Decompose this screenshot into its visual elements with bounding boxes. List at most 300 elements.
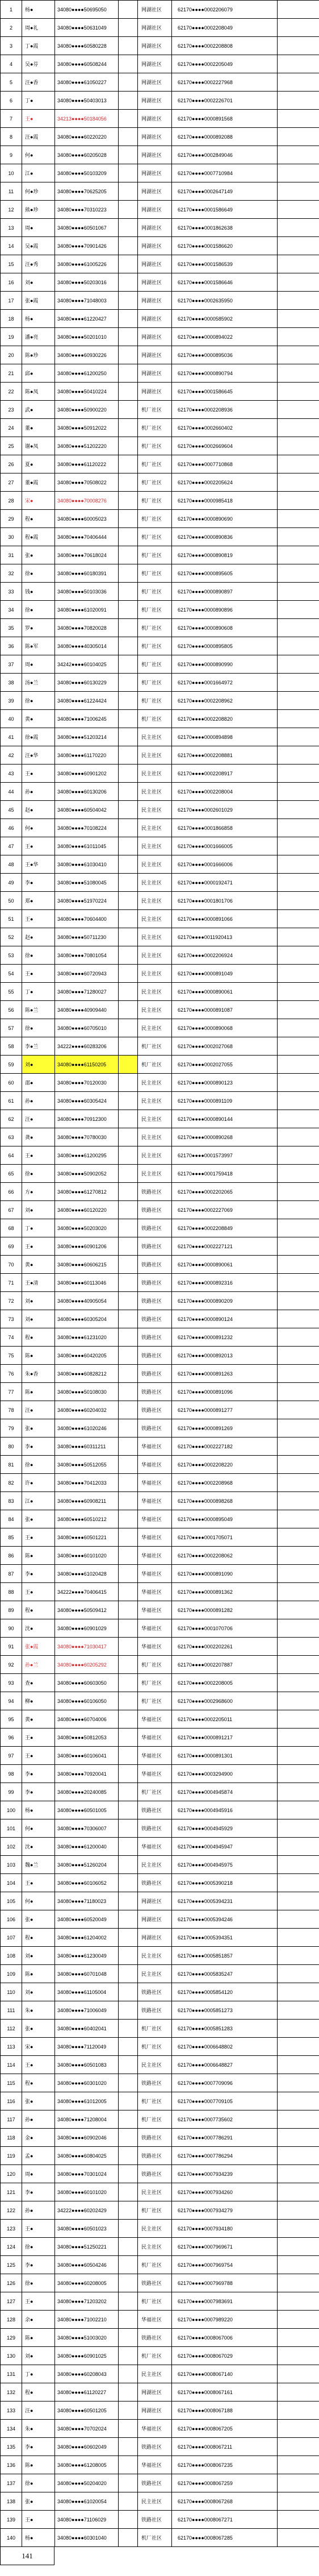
- blank-cell[interactable]: [278, 855, 319, 874]
- blank-cell[interactable]: [119, 1474, 138, 1492]
- blank-cell[interactable]: [278, 692, 319, 710]
- id-number-cell[interactable]: 34080●●●●60501221: [55, 1528, 119, 1547]
- blank-cell[interactable]: [119, 2347, 138, 2365]
- name-cell[interactable]: 丁●: [22, 1219, 55, 1237]
- blank-cell[interactable]: [278, 710, 319, 728]
- blank-cell[interactable]: [119, 1729, 138, 1747]
- row-number-cell[interactable]: 84: [1, 1510, 22, 1528]
- blank-cell[interactable]: [119, 273, 138, 292]
- blank-cell[interactable]: [278, 1965, 319, 1983]
- blank-cell[interactable]: [278, 1456, 319, 1474]
- id-number-cell[interactable]: 34080●●●●60701048: [55, 1965, 119, 1983]
- row-number-cell[interactable]: 22: [1, 383, 22, 401]
- community-cell[interactable]: 网湖社区: [138, 346, 172, 364]
- blank-cell[interactable]: [119, 510, 138, 528]
- name-cell[interactable]: 孙●: [22, 2110, 55, 2129]
- blank-cell[interactable]: [278, 73, 319, 92]
- community-cell[interactable]: 华福社区: [138, 1710, 172, 1729]
- id-number-cell[interactable]: 34080●●●●61270812: [55, 1183, 119, 1201]
- bank-card-cell[interactable]: 62170●●●●0002208049: [172, 19, 278, 37]
- bank-card-cell[interactable]: 62170●●●●0008067161: [172, 2383, 278, 2402]
- blank-cell[interactable]: [278, 2165, 319, 2183]
- blank-cell[interactable]: [278, 2383, 319, 2402]
- bank-card-cell[interactable]: 62170●●●●0005394351: [172, 1929, 278, 1947]
- blank-cell[interactable]: [119, 1256, 138, 1274]
- row-number-cell[interactable]: 8: [1, 128, 22, 146]
- blank-cell[interactable]: [119, 310, 138, 328]
- name-cell[interactable]: 朱●: [22, 2001, 55, 2020]
- community-cell[interactable]: 网湖社区: [138, 19, 172, 37]
- name-cell[interactable]: 汪●: [22, 1401, 55, 1419]
- row-number-cell[interactable]: 129: [1, 2329, 22, 2347]
- blank-cell[interactable]: [278, 583, 319, 601]
- row-number-cell[interactable]: 78: [1, 1401, 22, 1419]
- community-cell[interactable]: 民主社区: [138, 928, 172, 946]
- community-cell[interactable]: 民主社区: [138, 1856, 172, 1874]
- name-cell[interactable]: 刘●: [22, 2347, 55, 2365]
- community-cell[interactable]: 铁路社区: [138, 2165, 172, 2183]
- blank-cell[interactable]: [278, 455, 319, 473]
- id-number-cell[interactable]: 34080●●●●60402041: [55, 2020, 119, 2038]
- name-cell[interactable]: 程●: [22, 2383, 55, 2402]
- bank-card-cell[interactable]: 62170●●●●0000891282: [172, 1601, 278, 1619]
- bank-card-cell[interactable]: 62170●●●●0005851273: [172, 2001, 278, 2020]
- blank-cell[interactable]: [278, 1547, 319, 1565]
- community-cell[interactable]: 网湖社区: [138, 164, 172, 182]
- id-number-cell[interactable]: 34080●●●●71002210: [55, 2311, 119, 2329]
- community-cell[interactable]: 铁路社区: [138, 1383, 172, 1401]
- id-number-cell[interactable]: 34080●●●●50631049: [55, 19, 119, 37]
- blank-cell[interactable]: [119, 2529, 138, 2547]
- bank-card-cell[interactable]: 62170●●●●0005851857: [172, 1947, 278, 1965]
- row-number-cell[interactable]: 119: [1, 2147, 22, 2165]
- community-cell[interactable]: 机厂社区: [138, 437, 172, 455]
- row-number-cell[interactable]: 65: [1, 1165, 22, 1183]
- community-cell[interactable]: 铁路社区: [138, 1219, 172, 1237]
- row-number-cell[interactable]: 27: [1, 473, 22, 492]
- name-cell[interactable]: 陈●: [22, 1347, 55, 1365]
- blank-cell[interactable]: [278, 674, 319, 692]
- name-cell[interactable]: 陈●: [22, 2329, 55, 2347]
- name-cell[interactable]: 李●兰: [22, 1037, 55, 1056]
- blank-cell[interactable]: [278, 1383, 319, 1401]
- name-cell[interactable]: 孙●兰: [22, 1656, 55, 1674]
- id-number-cell[interactable]: 34080●●●●61020246: [55, 1419, 119, 1437]
- blank-cell[interactable]: [278, 2220, 319, 2238]
- name-cell[interactable]: 汪●香: [22, 73, 55, 92]
- bank-card-cell[interactable]: 62170●●●●0007786294: [172, 2147, 278, 2165]
- name-cell[interactable]: 张●: [22, 1510, 55, 1528]
- bank-card-cell[interactable]: 62170●●●●0001866858: [172, 819, 278, 837]
- id-number-cell[interactable]: 34080●●●●60504246: [55, 2256, 119, 2274]
- id-number-cell[interactable]: 34080●●●●60205292: [55, 1656, 119, 1674]
- id-number-cell[interactable]: 34080●●●●71280027: [55, 983, 119, 1001]
- id-number-cell[interactable]: 34080●●●●61208005: [55, 2456, 119, 2474]
- community-cell[interactable]: 民主社区: [138, 1001, 172, 1019]
- name-cell[interactable]: 罗●: [22, 619, 55, 637]
- bank-card-cell[interactable]: 62170●●●●0002027068: [172, 1037, 278, 1056]
- blank-cell[interactable]: [278, 655, 319, 674]
- community-cell[interactable]: 铁路社区: [138, 2474, 172, 2492]
- id-number-cell[interactable]: 34080●●●●60005023: [55, 510, 119, 528]
- community-cell[interactable]: 铁路社区: [138, 1983, 172, 2001]
- id-number-cell[interactable]: 34080●●●●70901426: [55, 237, 119, 255]
- bank-card-cell[interactable]: 62170●●●●0002208936: [172, 401, 278, 419]
- id-number-cell[interactable]: 34080●●●●60520049: [55, 1910, 119, 1929]
- bank-card-cell[interactable]: 62170●●●●0002208968: [172, 1474, 278, 1492]
- blank-cell[interactable]: [119, 1565, 138, 1583]
- name-cell[interactable]: 程●: [22, 1929, 55, 1947]
- blank-cell[interactable]: [278, 1401, 319, 1419]
- name-cell[interactable]: 杨●: [22, 1, 55, 19]
- blank-cell[interactable]: [278, 1146, 319, 1165]
- id-number-cell[interactable]: 34080●●●●51250221: [55, 2238, 119, 2256]
- blank-cell[interactable]: [119, 2474, 138, 2492]
- id-number-cell[interactable]: 34080●●●●60901206: [55, 1237, 119, 1256]
- row-number-cell[interactable]: 106: [1, 1910, 22, 1929]
- id-number-cell[interactable]: 34080●●●●60501067: [55, 219, 119, 237]
- blank-cell[interactable]: [119, 364, 138, 383]
- blank-cell[interactable]: [119, 1965, 138, 1983]
- blank-cell[interactable]: [119, 674, 138, 692]
- name-cell[interactable]: 王●: [22, 910, 55, 928]
- name-cell[interactable]: 王●: [22, 965, 55, 983]
- row-number-cell[interactable]: 123: [1, 2220, 22, 2238]
- community-cell[interactable]: 机厂社区: [138, 1674, 172, 1692]
- blank-cell[interactable]: [119, 1656, 138, 1674]
- blank-cell[interactable]: [119, 2492, 138, 2511]
- blank-cell[interactable]: [119, 2110, 138, 2129]
- name-cell[interactable]: 何●: [22, 819, 55, 837]
- community-cell[interactable]: 机厂社区: [138, 528, 172, 546]
- community-cell[interactable]: 铁路社区: [138, 2147, 172, 2165]
- community-cell[interactable]: 网湖社区: [138, 73, 172, 92]
- blank-cell[interactable]: [119, 2311, 138, 2329]
- community-cell[interactable]: 民主社区: [138, 946, 172, 965]
- id-number-cell[interactable]: 34080●●●●60301040: [55, 2529, 119, 2547]
- community-cell[interactable]: 铁路社区: [138, 1237, 172, 1256]
- blank-cell[interactable]: [119, 710, 138, 728]
- community-cell[interactable]: 华福社区: [138, 2420, 172, 2438]
- name-cell[interactable]: 张●: [22, 546, 55, 564]
- bank-card-cell[interactable]: 62170●●●●0000890061: [172, 1256, 278, 1274]
- name-cell[interactable]: 刘●: [22, 1056, 55, 1074]
- name-cell[interactable]: 周●: [22, 219, 55, 237]
- row-number-cell[interactable]: 88: [1, 1583, 22, 1601]
- bank-card-cell[interactable]: 62170●●●●0011920413: [172, 928, 278, 946]
- row-number-cell[interactable]: 102: [1, 1838, 22, 1856]
- name-cell[interactable]: 刘●: [22, 1983, 55, 2001]
- bank-card-cell[interactable]: 62170●●●●0007735602: [172, 2110, 278, 2129]
- bank-card-cell[interactable]: 62170●●●●0002208917: [172, 765, 278, 783]
- name-cell[interactable]: 汪●秀: [22, 255, 55, 273]
- name-cell[interactable]: 徐●: [22, 601, 55, 619]
- blank-cell[interactable]: [119, 128, 138, 146]
- blank-cell[interactable]: [278, 819, 319, 837]
- community-cell[interactable]: 铁路社区: [138, 1183, 172, 1201]
- row-number-cell[interactable]: 41: [1, 728, 22, 746]
- id-number-cell[interactable]: 34080●●●●20240085: [55, 1783, 119, 1801]
- name-cell[interactable]: 金●: [22, 2129, 55, 2147]
- blank-cell[interactable]: [119, 564, 138, 583]
- bank-card-cell[interactable]: 62170●●●●0000891301: [172, 1747, 278, 1765]
- blank-cell[interactable]: [278, 1274, 319, 1292]
- row-number-cell[interactable]: 125: [1, 2256, 22, 2274]
- row-number-cell[interactable]: 124: [1, 2238, 22, 2256]
- blank-cell[interactable]: [119, 146, 138, 164]
- bank-card-cell[interactable]: 62170●●●●0008067211: [172, 2438, 278, 2456]
- bank-card-cell[interactable]: 62170●●●●0006648802: [172, 2038, 278, 2056]
- bank-card-cell[interactable]: 62170●●●●0007969671: [172, 2238, 278, 2256]
- bank-card-cell[interactable]: 62170●●●●0000894898: [172, 728, 278, 746]
- id-number-cell[interactable]: 34080●●●●40905054: [55, 1292, 119, 1310]
- blank-cell[interactable]: [278, 1601, 319, 1619]
- blank-cell[interactable]: [119, 201, 138, 219]
- blank-cell[interactable]: [119, 1419, 138, 1437]
- blank-cell[interactable]: [278, 2274, 319, 2292]
- blank-cell[interactable]: [278, 1983, 319, 2001]
- community-cell[interactable]: 机厂社区: [138, 510, 172, 528]
- id-number-cell[interactable]: 34080●●●●61200250: [55, 364, 119, 383]
- id-number-cell[interactable]: 34213●●●●50184056: [55, 110, 119, 128]
- name-cell[interactable]: 沈●: [22, 1838, 55, 1856]
- bank-card-cell[interactable]: 62170●●●●0000890836: [172, 528, 278, 546]
- community-cell[interactable]: 网湖社区: [138, 37, 172, 55]
- blank-cell[interactable]: [119, 2256, 138, 2274]
- row-number-cell[interactable]: 112: [1, 2020, 22, 2038]
- row-number-cell[interactable]: 69: [1, 1237, 22, 1256]
- bank-card-cell[interactable]: 62170●●●●0000585902: [172, 310, 278, 328]
- community-cell[interactable]: 民主社区: [138, 837, 172, 855]
- blank-cell[interactable]: [119, 1619, 138, 1638]
- id-number-cell[interactable]: 34080●●●●51260204: [55, 1856, 119, 1874]
- blank-cell[interactable]: [278, 182, 319, 201]
- community-cell[interactable]: 华福社区: [138, 2311, 172, 2329]
- community-cell[interactable]: 铁路社区: [138, 2274, 172, 2292]
- name-cell[interactable]: 董●霞: [22, 473, 55, 492]
- name-cell[interactable]: 陈●: [22, 1383, 55, 1401]
- id-number-cell[interactable]: 34080●●●●61005226: [55, 255, 119, 273]
- id-number-cell[interactable]: 34080●●●●60305204: [55, 1310, 119, 1328]
- blank-cell[interactable]: [278, 1910, 319, 1929]
- blank-cell[interactable]: [119, 219, 138, 237]
- id-number-cell[interactable]: 34080●●●●60930226: [55, 346, 119, 364]
- bank-card-cell[interactable]: 62170●●●●0000890124: [172, 1310, 278, 1328]
- blank-cell[interactable]: [278, 564, 319, 583]
- blank-cell[interactable]: [278, 1765, 319, 1783]
- bank-card-cell[interactable]: 62170●●●●0007934180: [172, 2220, 278, 2238]
- row-number-cell[interactable]: 64: [1, 1146, 22, 1165]
- row-number-cell[interactable]: 68: [1, 1219, 22, 1237]
- name-cell[interactable]: 赵●: [22, 801, 55, 819]
- name-cell[interactable]: 程●: [22, 2074, 55, 2092]
- blank-cell[interactable]: [278, 1128, 319, 1146]
- bank-card-cell[interactable]: 62170●●●●0002202065: [172, 1183, 278, 1201]
- bank-card-cell[interactable]: 62170●●●●0000891232: [172, 1328, 278, 1347]
- row-number-cell[interactable]: 18: [1, 310, 22, 328]
- community-cell[interactable]: 机厂社区: [138, 564, 172, 583]
- blank-cell[interactable]: [119, 1692, 138, 1710]
- name-cell[interactable]: 汪●: [22, 1110, 55, 1128]
- blank-cell[interactable]: [278, 1328, 319, 1347]
- row-number-cell[interactable]: 118: [1, 2129, 22, 2147]
- id-number-cell[interactable]: 34080●●●●70108224: [55, 819, 119, 837]
- blank-cell[interactable]: [278, 1819, 319, 1838]
- name-cell[interactable]: 何●: [22, 1819, 55, 1838]
- blank-cell[interactable]: [119, 1710, 138, 1729]
- row-number-cell[interactable]: 103: [1, 1856, 22, 1874]
- name-cell[interactable]: 徐●: [22, 1019, 55, 1037]
- row-number-cell[interactable]: 136: [1, 2456, 22, 2474]
- name-cell[interactable]: 徐●: [22, 564, 55, 583]
- bank-card-cell[interactable]: 62170●●●●0000192471: [172, 874, 278, 892]
- name-cell[interactable]: 沈●: [22, 1619, 55, 1638]
- blank-cell[interactable]: [278, 1437, 319, 1456]
- name-cell[interactable]: 丁●: [22, 92, 55, 110]
- blank-cell[interactable]: [119, 1328, 138, 1347]
- bank-card-cell[interactable]: 62170●●●●0006648827: [172, 2056, 278, 2074]
- community-cell[interactable]: 铁路社区: [138, 1365, 172, 1383]
- bank-card-cell[interactable]: 62170●●●●0000895605: [172, 564, 278, 583]
- row-number-cell[interactable]: 40: [1, 710, 22, 728]
- blank-cell[interactable]: [119, 546, 138, 564]
- row-number-cell[interactable]: 74: [1, 1328, 22, 1347]
- name-cell[interactable]: 陈●: [22, 1547, 55, 1565]
- blank-cell[interactable]: [278, 2365, 319, 2383]
- blank-cell[interactable]: [278, 910, 319, 928]
- name-cell[interactable]: 王●: [22, 2511, 55, 2529]
- row-number-cell[interactable]: 50: [1, 892, 22, 910]
- name-cell[interactable]: 丁●霞: [22, 37, 55, 55]
- row-number-cell[interactable]: 54: [1, 965, 22, 983]
- name-cell[interactable]: 潘●亮: [22, 328, 55, 346]
- bank-card-cell[interactable]: 62170●●●●0007710984: [172, 164, 278, 182]
- community-cell[interactable]: 铁路社区: [138, 2438, 172, 2456]
- id-number-cell[interactable]: 34080●●●●70702024: [55, 2420, 119, 2438]
- community-cell[interactable]: 机厂社区: [138, 2201, 172, 2220]
- blank-cell[interactable]: [278, 1656, 319, 1674]
- row-number-cell[interactable]: 107: [1, 1929, 22, 1947]
- id-number-cell[interactable]: 34080●●●●60113046: [55, 1274, 119, 1292]
- bank-card-cell[interactable]: 62170●●●●0000891096: [172, 1383, 278, 1401]
- id-number-cell[interactable]: 34080●●●●70008276: [55, 492, 119, 510]
- blank-cell[interactable]: [119, 1892, 138, 1910]
- id-number-cell[interactable]: 34080●●●●61200295: [55, 1146, 119, 1165]
- blank-cell[interactable]: [119, 292, 138, 310]
- id-number-cell[interactable]: 34080●●●●60908211: [55, 1492, 119, 1510]
- community-cell[interactable]: 民主社区: [138, 765, 172, 783]
- row-number-cell[interactable]: 49: [1, 874, 22, 892]
- blank-cell[interactable]: [119, 1456, 138, 1474]
- id-number-cell[interactable]: 34080●●●●60504042: [55, 801, 119, 819]
- community-cell[interactable]: 机厂社区: [138, 1037, 172, 1056]
- blank-cell[interactable]: [119, 1747, 138, 1765]
- row-number-cell[interactable]: 132: [1, 2383, 22, 2402]
- name-cell[interactable]: 董●: [22, 419, 55, 437]
- blank-cell[interactable]: [119, 2402, 138, 2420]
- blank-cell[interactable]: [278, 1310, 319, 1328]
- name-cell[interactable]: 柳●: [22, 1692, 55, 1710]
- bank-card-cell[interactable]: 62170●●●●0008067188: [172, 2402, 278, 2420]
- blank-cell[interactable]: [119, 2329, 138, 2347]
- name-cell[interactable]: 赵●: [22, 928, 55, 946]
- name-cell[interactable]: 刘●: [22, 1310, 55, 1328]
- community-cell[interactable]: 机厂社区: [138, 710, 172, 728]
- blank-cell[interactable]: [278, 2056, 319, 2074]
- blank-cell[interactable]: [119, 1110, 138, 1128]
- row-number-cell[interactable]: 43: [1, 765, 22, 783]
- blank-cell[interactable]: [119, 819, 138, 837]
- blank-cell[interactable]: [119, 1274, 138, 1292]
- id-number-cell[interactable]: 34080●●●●60704006: [55, 1710, 119, 1729]
- bank-card-cell[interactable]: 62170●●●●0000891090: [172, 1565, 278, 1583]
- name-cell[interactable]: 李●: [22, 1565, 55, 1583]
- blank-cell[interactable]: [278, 219, 319, 237]
- bank-card-cell[interactable]: 62170●●●●0002208220: [172, 1456, 278, 1474]
- community-cell[interactable]: 机厂社区: [138, 2256, 172, 2274]
- blank-cell[interactable]: [278, 2420, 319, 2438]
- name-cell[interactable]: 徐●: [22, 2474, 55, 2492]
- row-number-cell[interactable]: 63: [1, 1128, 22, 1146]
- bank-card-cell[interactable]: 62170●●●●0005390218: [172, 1874, 278, 1892]
- row-number-cell[interactable]: 110: [1, 1983, 22, 2001]
- name-cell[interactable]: 张●: [22, 1419, 55, 1437]
- blank-cell[interactable]: [119, 1492, 138, 1510]
- row-number-cell[interactable]: 3: [1, 37, 22, 55]
- blank-cell[interactable]: [278, 2329, 319, 2347]
- blank-cell[interactable]: [278, 1237, 319, 1256]
- blank-cell[interactable]: [119, 2001, 138, 2020]
- blank-cell[interactable]: [119, 1510, 138, 1528]
- blank-cell[interactable]: [119, 1528, 138, 1547]
- blank-cell[interactable]: [278, 2038, 319, 2056]
- row-number-cell[interactable]: 90: [1, 1619, 22, 1638]
- community-cell[interactable]: 华福社区: [138, 1510, 172, 1528]
- id-number-cell[interactable]: 34080●●●●50711230: [55, 928, 119, 946]
- id-number-cell[interactable]: 34080●●●●60120220: [55, 1201, 119, 1219]
- blank-cell[interactable]: [278, 1729, 319, 1747]
- id-number-cell[interactable]: 34080●●●●60603050: [55, 1674, 119, 1692]
- blank-cell[interactable]: [119, 965, 138, 983]
- blank-cell[interactable]: [119, 1347, 138, 1365]
- name-cell[interactable]: 何●: [22, 146, 55, 164]
- bank-card-cell[interactable]: 62170●●●●0002208881: [172, 746, 278, 765]
- blank-cell[interactable]: [119, 765, 138, 783]
- blank-cell[interactable]: [119, 1437, 138, 1456]
- id-number-cell[interactable]: 34080●●●●61020428: [55, 1565, 119, 1583]
- row-number-cell[interactable]: 33: [1, 583, 22, 601]
- blank-cell[interactable]: [119, 2038, 138, 2056]
- bank-card-cell[interactable]: 62170●●●●0000892013: [172, 1347, 278, 1365]
- name-cell[interactable]: 吴●芬: [22, 55, 55, 73]
- blank-cell[interactable]: [278, 419, 319, 437]
- community-cell[interactable]: 铁路社区: [138, 2074, 172, 2092]
- blank-cell[interactable]: [278, 19, 319, 37]
- blank-cell[interactable]: [119, 2420, 138, 2438]
- bank-card-cell[interactable]: 62170●●●●0000890690: [172, 510, 278, 528]
- id-number-cell[interactable]: 34080●●●●60305424: [55, 1092, 119, 1110]
- community-cell[interactable]: 网湖社区: [138, 328, 172, 346]
- community-cell[interactable]: 华福社区: [138, 1547, 172, 1565]
- row-number-cell[interactable]: 100: [1, 1801, 22, 1819]
- row-number-cell[interactable]: 58: [1, 1037, 22, 1056]
- community-cell[interactable]: 民主社区: [138, 1128, 172, 1146]
- blank-cell[interactable]: [119, 1856, 138, 1874]
- id-number-cell[interactable]: 34080●●●●71006245: [55, 710, 119, 728]
- row-number-cell[interactable]: 81: [1, 1456, 22, 1474]
- community-cell[interactable]: 民主社区: [138, 1146, 172, 1165]
- row-number-cell[interactable]: 117: [1, 2110, 22, 2129]
